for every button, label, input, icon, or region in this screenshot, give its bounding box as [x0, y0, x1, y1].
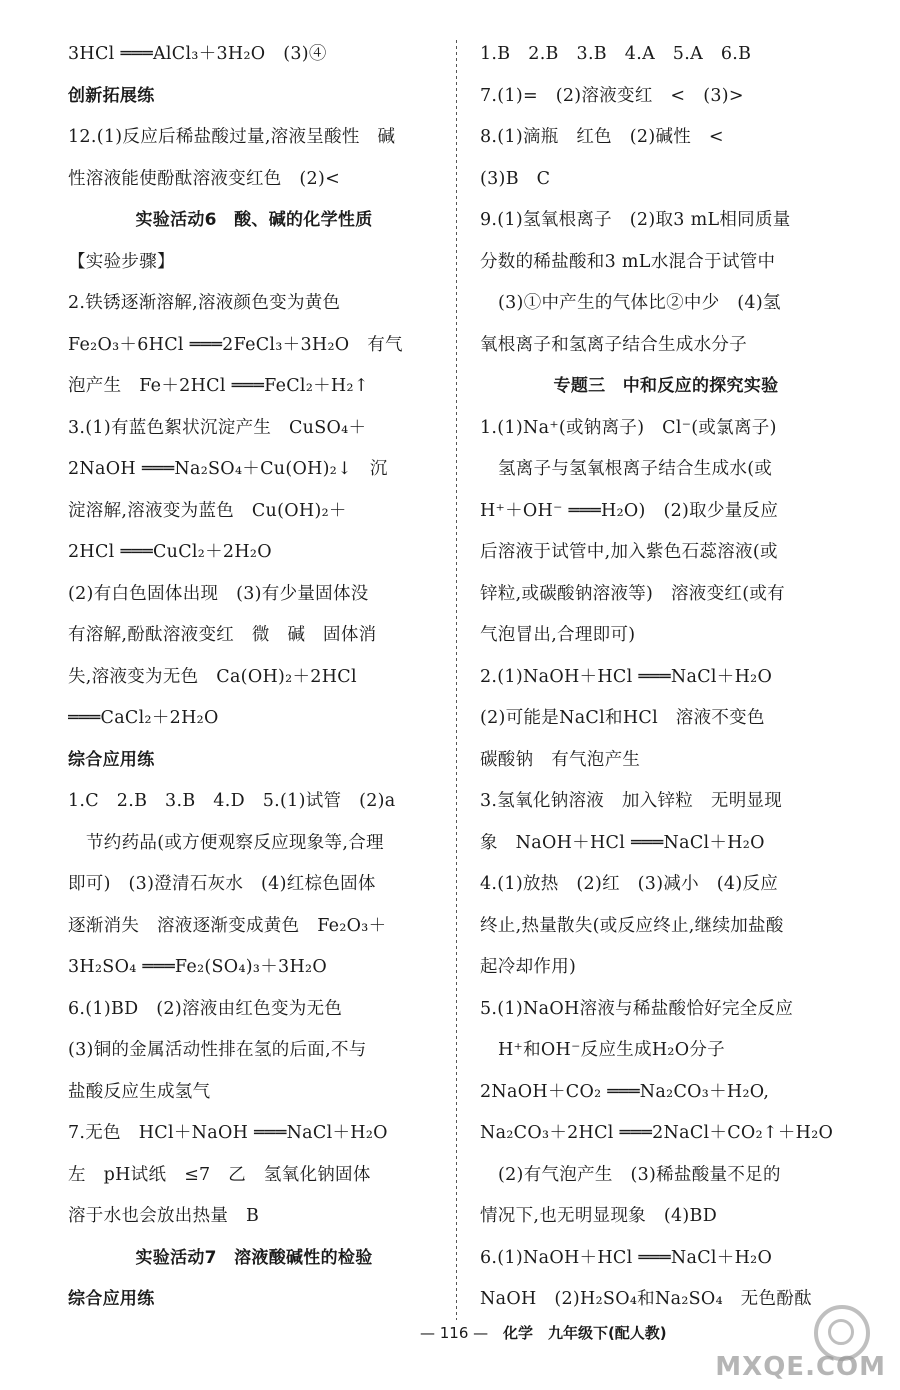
right-answer-line: 5.(1)NaOH溶液与稀盐酸恰好完全反应 — [480, 998, 794, 1019]
left-answer-line: 3H₂SO₄ ═══Fe₂(SO₄)₃＋3H₂O — [68, 957, 327, 977]
right-answer-line: 专题三 中和反应的探究实验 — [553, 376, 779, 396]
right-column — [480, 34, 852, 1321]
left-answer-line: 实验活动6 酸、碱的化学性质 — [135, 210, 373, 230]
left-answer-line: (2)有白色固体出现 (3)有少量固体没 — [68, 583, 369, 604]
right-answer-line: 氢离子与氢氧根离子结合生成水(或 — [498, 459, 773, 479]
left-answer-line: 逐渐消失 溶液逐渐变成黄色 Fe₂O₃＋ — [68, 915, 387, 936]
right-answer-line: (2)有气泡产生 (3)稀盐酸量不足的 — [498, 1164, 781, 1185]
left-answer-line: 3HCl ═══AlCl₃＋3H₂O (3)④ — [68, 44, 327, 64]
right-answer-line: (3)B C — [480, 168, 551, 189]
left-answer-line: 左 pH试纸 ≤7 乙 氢氧化钠固体 — [68, 1164, 371, 1185]
right-answer-line: 4.(1)放热 (2)红 (3)减小 (4)反应 — [480, 874, 779, 894]
right-answer-line: 氧根离子和氢离子结合生成水分子 — [480, 334, 747, 355]
left-answer-line: 2NaOH ═══Na₂SO₄＋Cu(OH)₂↓ 沉 — [68, 459, 388, 479]
right-answer-line: 3.氢氧化钠溶液 加入锌粒 无明显现 — [480, 791, 783, 811]
right-answer-line: 8.(1)滴瓶 红色 (2)碱性 < — [480, 127, 724, 147]
left-answer-line: 溶于水也会放出热量 B — [68, 1206, 260, 1226]
left-answer-line: 6.(1)BD (2)溶液由红色变为无色 — [68, 998, 343, 1019]
right-answer-line: NaOH (2)H₂SO₄和Na₂SO₄ 无色酚酞 — [480, 1289, 812, 1309]
right-answer-line: 2NaOH＋CO₂ ═══Na₂CO₃＋H₂O, — [480, 1081, 770, 1102]
right-answer-line: 9.(1)氢氧根离子 (2)取3 mL相同质量 — [480, 210, 791, 230]
right-answer-line: 分数的稀盐酸和3 mL水混合于试管中 — [480, 251, 776, 272]
right-answer-line: 象 NaOH＋HCl ═══NaCl＋H₂O — [480, 832, 765, 853]
left-answer-line: 节约药品(或方便观察反应现象等,合理 — [86, 832, 384, 853]
right-answer-line: 气泡冒出,合理即可) — [480, 625, 636, 645]
left-answer-line: 淀溶解,溶液变为蓝色 Cu(OH)₂＋ — [68, 500, 347, 521]
book-subject: 化学 九年级下(配人教) — [502, 1324, 667, 1342]
left-answer-line: 综合应用练 — [68, 749, 155, 770]
right-answer-line: Na₂CO₃＋2HCl ═══2NaCl＋CO₂↑＋H₂O — [480, 1123, 834, 1143]
left-answer-line: 性溶液能使酚酞溶液变红色 (2)< — [68, 168, 341, 189]
right-answer-line: (2)可能是NaCl和HCl 溶液不变色 — [480, 708, 765, 728]
watermark-text: MXQE.COM — [715, 1352, 886, 1382]
left-answer-line: 2.铁锈逐渐溶解,溶液颜色变为黄色 — [68, 293, 341, 313]
right-answer-line: 后溶液于试管中,加入紫色石蕊溶液(或 — [480, 542, 778, 562]
left-answer-line: 失,溶液变为无色 Ca(OH)₂＋2HCl — [68, 666, 357, 687]
right-answer-line: H⁺和OH⁻反应生成H₂O分子 — [498, 1040, 725, 1060]
left-answer-line: 盐酸反应生成氢气 — [68, 1081, 211, 1102]
right-answer-line: H⁺＋OH⁻ ═══H₂O) (2)取少量反应 — [480, 500, 779, 521]
right-answer-line: 终止,热量散失(或反应终止,继续加盐酸 — [480, 915, 784, 936]
page-footer — [420, 1322, 667, 1343]
left-answer-line: (3)铜的金属活动性排在氢的后面,不与 — [68, 1040, 367, 1060]
page-number: — 116 — — [420, 1324, 489, 1342]
left-answer-line: 创新拓展练 — [68, 85, 155, 106]
left-answer-line: 【实验步骤】 — [68, 251, 175, 272]
right-answer-line: 锌粒,或碳酸钠溶液等) 溶液变红(或有 — [480, 583, 785, 604]
left-answer-line: 7.无色 HCl＋NaOH ═══NaCl＋H₂O — [68, 1123, 388, 1143]
right-answer-line: 情况下,也无明显现象 (4)BD — [480, 1206, 718, 1226]
right-answer-line: 1.B 2.B 3.B 4.A 5.A 6.B — [480, 44, 752, 64]
column-divider — [456, 40, 457, 1320]
left-answer-line: ═══CaCl₂＋2H₂O — [68, 708, 219, 728]
left-answer-line: 有溶解,酚酞溶液变红 微 碱 固体消 — [68, 625, 377, 645]
right-answer-line: 6.(1)NaOH＋HCl ═══NaCl＋H₂O — [480, 1247, 773, 1268]
right-answer-line: 1.(1)Na⁺(或钠离子) Cl⁻(或氯离子) — [480, 417, 777, 438]
right-answer-line: (3)①中产生的气体比②中少 (4)氢 — [498, 293, 781, 313]
right-answer-line: 2.(1)NaOH＋HCl ═══NaCl＋H₂O — [480, 666, 773, 687]
left-answer-line: 综合应用练 — [68, 1289, 155, 1309]
right-answer-line: 7.(1)= (2)溶液变红 < (3)> — [480, 85, 744, 106]
left-answer-line: 1.C 2.B 3.B 4.D 5.(1)试管 (2)a — [68, 791, 396, 811]
left-answer-line: 泡产生 Fe＋2HCl ═══FeCl₂＋H₂↑ — [68, 376, 369, 396]
right-answer-line: 起冷却作用) — [480, 957, 577, 977]
left-answer-line: 即可) (3)澄清石灰水 (4)红棕色固体 — [68, 874, 376, 894]
left-answer-line: 实验活动7 溶液酸碱性的检验 — [135, 1247, 373, 1268]
left-answer-line: Fe₂O₃＋6HCl ═══2FeCl₃＋3H₂O 有气 — [68, 334, 403, 355]
left-column — [68, 34, 440, 1321]
left-answer-line: 2HCl ═══CuCl₂＋2H₂O — [68, 542, 272, 562]
right-answer-line: 碳酸钠 有气泡产生 — [480, 749, 641, 770]
left-answer-line: 3.(1)有蓝色絮状沉淀产生 CuSO₄＋ — [68, 417, 367, 438]
left-answer-line: 12.(1)反应后稀盐酸过量,溶液呈酸性 碱 — [68, 127, 396, 147]
